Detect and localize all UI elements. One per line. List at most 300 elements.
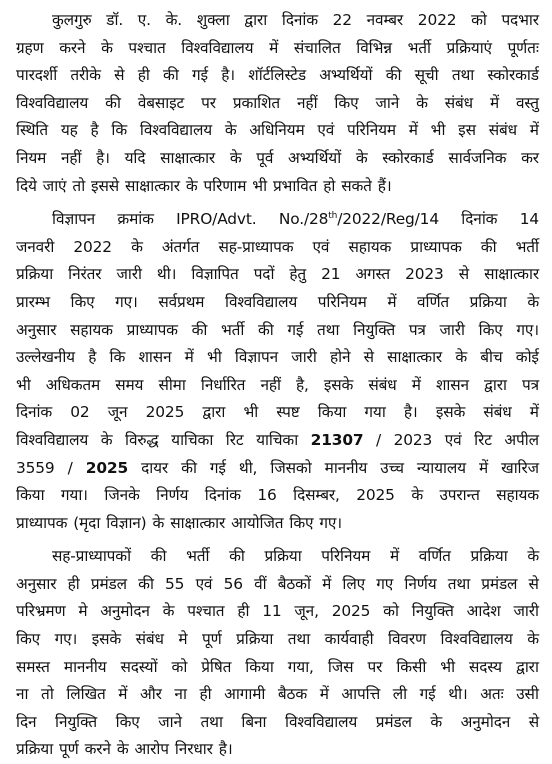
word: पूर्व — [256, 148, 274, 167]
word: में — [322, 574, 332, 593]
word: नहीं — [60, 148, 82, 167]
word: आपत्ति — [341, 685, 381, 704]
word: 55 — [165, 574, 185, 593]
word: नियुक्ति — [353, 320, 396, 339]
word: बैठकों — [277, 574, 311, 593]
word: अनुमोदन — [100, 602, 150, 621]
word: है। — [96, 148, 110, 167]
word: के — [455, 348, 467, 367]
word: भर्ती — [186, 547, 210, 566]
word: प्रेषित — [201, 657, 232, 676]
word: परिनियम — [346, 121, 396, 140]
word: प्रक्रिया — [469, 292, 507, 311]
word: विज्ञापन — [52, 210, 96, 229]
paragraph — [16, 206, 539, 537]
word: 2025 — [85, 458, 129, 477]
word: ए. — [137, 11, 151, 29]
word: हो — [323, 176, 336, 195]
word: तथा — [447, 574, 471, 593]
word: स्पष्ट — [276, 403, 300, 422]
word: दिये — [16, 176, 37, 195]
word: गई — [209, 458, 226, 477]
word: साक्षात्कार — [124, 176, 180, 195]
text-line — [16, 372, 539, 400]
word: अनुसार — [16, 574, 57, 593]
word: जिनके — [104, 486, 140, 505]
word: थी। — [448, 685, 468, 704]
word: वर्णित — [417, 292, 450, 311]
word: में — [411, 375, 421, 394]
word: से — [363, 348, 374, 367]
word: किया — [245, 657, 274, 676]
word: परिणाम — [203, 176, 247, 195]
word: तथा — [317, 320, 340, 339]
word: गए — [376, 574, 394, 593]
word: 2023 — [393, 430, 433, 449]
text-line — [16, 598, 539, 626]
word: प्राध्यापक — [126, 320, 178, 339]
word: जिसको — [270, 458, 312, 477]
word: (मृदा — [73, 513, 101, 532]
word: विभिन्न — [356, 38, 392, 57]
word: दिसम्बर, — [293, 486, 340, 505]
word: परिभ्रमण — [16, 602, 66, 621]
word: को — [471, 11, 487, 29]
word: नहीं — [297, 93, 318, 112]
word: वेबसाइट — [137, 93, 185, 112]
word: वस्तु — [515, 93, 539, 112]
word: की — [191, 320, 208, 339]
word: के — [100, 430, 113, 449]
word: तथा — [287, 630, 311, 649]
word: किए — [70, 292, 95, 311]
word: जाने — [158, 712, 182, 731]
text-line — [16, 317, 539, 345]
word: भर्ती — [220, 320, 245, 339]
word: स्कोरकार्ड — [487, 66, 539, 85]
text-line — [16, 145, 539, 173]
word: परिनियम — [321, 547, 371, 566]
word: हेतु — [289, 265, 307, 284]
word: गया — [364, 403, 386, 422]
word: संबंध — [488, 121, 517, 140]
word: ली — [392, 685, 407, 704]
word: एवं — [312, 237, 330, 256]
word: गई — [419, 685, 436, 704]
word: की — [138, 574, 154, 593]
word: की — [163, 66, 179, 85]
word: इससे — [91, 176, 119, 195]
word: पूर्ण — [202, 630, 222, 649]
word: जारी — [439, 320, 465, 339]
text-line — [16, 344, 539, 372]
word: निर्धारित — [200, 375, 246, 394]
word: ना — [174, 685, 187, 704]
word: विश्वविद्यालय — [139, 121, 213, 140]
word: में — [269, 38, 279, 57]
word: इसके — [323, 375, 354, 394]
word: याचिका — [171, 430, 214, 449]
word: संबंध — [135, 630, 164, 649]
word: ही — [237, 602, 250, 621]
word: के — [527, 547, 539, 566]
word: प्रक्रिया — [16, 265, 54, 284]
word: 14 — [519, 210, 539, 229]
word: सहायक — [496, 486, 539, 505]
word: के — [527, 630, 539, 649]
text-line — [16, 482, 539, 510]
word: सदस्यों — [120, 657, 158, 676]
word: किसी — [396, 657, 427, 676]
text-line — [16, 510, 539, 538]
word: प्राध्यापक — [16, 513, 68, 532]
word: के — [162, 602, 175, 621]
word: निर्णय — [156, 486, 189, 505]
word: जारी — [291, 348, 317, 367]
word: लिए — [342, 574, 366, 593]
word: में — [319, 685, 329, 704]
word: पर — [367, 657, 383, 676]
word: साक्षात्कार — [484, 265, 539, 284]
word: उच्च — [380, 458, 404, 477]
paragraph — [16, 543, 539, 764]
word: है। — [403, 403, 418, 422]
word: कर — [521, 148, 539, 167]
word: सहायक — [70, 320, 113, 339]
word: 2025 — [331, 602, 371, 621]
word: पूर्णतः — [507, 38, 539, 57]
word: और — [140, 685, 162, 704]
word: साक्षात्कार — [387, 348, 443, 367]
word: द्वारा — [516, 657, 539, 676]
word: बिना — [241, 712, 267, 731]
word: विश्वविद्यालय — [440, 630, 513, 649]
word: अनुसार — [16, 320, 57, 339]
word: प्रक्रिया — [264, 547, 302, 566]
word: किया — [317, 403, 347, 422]
word: अभ्यर्थियों — [287, 148, 342, 167]
text-line — [16, 289, 539, 317]
word: विरुद्ध — [124, 430, 159, 449]
word: को — [383, 602, 399, 621]
word: तथा — [200, 712, 223, 731]
word: अधिनियम — [249, 121, 305, 140]
word: सह-प्राध्यापकों — [52, 547, 131, 566]
word: 22 — [332, 11, 352, 29]
word: यदि — [124, 148, 146, 167]
word: तथा — [451, 66, 475, 85]
word: शॉर्टलिस्टेड — [248, 66, 306, 85]
text-line — [16, 90, 539, 118]
word: कोई — [515, 348, 539, 367]
text-line — [16, 35, 539, 63]
word: जारी — [116, 265, 142, 284]
word: ग्रहण — [16, 38, 44, 57]
word: भी — [430, 121, 446, 140]
word: स्थिति — [16, 121, 48, 140]
word: प्रक्रिया — [236, 630, 274, 649]
word: शासन — [435, 375, 469, 394]
word: के — [411, 486, 423, 505]
word: में — [408, 121, 418, 140]
word: हैं। — [377, 176, 392, 195]
word: किए — [115, 712, 140, 731]
word: अतः — [480, 685, 504, 704]
word: अभ्यर्थियों — [319, 66, 373, 85]
word: भर्ती — [407, 38, 431, 57]
word: जारी — [513, 602, 539, 621]
word: द्वारा — [484, 375, 507, 394]
word: समय — [115, 375, 144, 394]
word: प्राध्यापक — [410, 237, 462, 256]
word: के — [527, 292, 539, 311]
word: निरंतर — [68, 265, 102, 284]
word: के — [152, 513, 165, 532]
word: सहायक — [348, 237, 392, 256]
text-line — [16, 173, 539, 201]
text-line — [16, 427, 539, 455]
word: जून, — [294, 602, 319, 621]
word: नियुक्ति — [411, 602, 454, 621]
word: दिन — [16, 712, 37, 731]
word: गए। — [115, 292, 138, 311]
word: साक्षात्कार — [160, 148, 216, 167]
word: दिनांक — [461, 210, 498, 229]
word: दिनांक — [204, 486, 241, 505]
word: उल्लेखनीय — [16, 348, 75, 367]
word: पत्र — [408, 320, 426, 339]
word: निरधार — [174, 740, 213, 759]
word: प्रक्रियाएं — [446, 38, 492, 57]
word: इसके — [435, 403, 466, 422]
word: के — [229, 148, 242, 167]
text-line — [16, 681, 539, 709]
word: गई — [287, 320, 304, 339]
word: संबंध — [368, 375, 397, 394]
word: संबंध — [483, 403, 512, 422]
word: के — [224, 121, 237, 140]
word: प्रक्रिया — [470, 547, 508, 566]
word: संचालित — [293, 38, 341, 57]
word: इसके — [91, 630, 122, 649]
word: 2022 — [417, 11, 457, 29]
word: विश्वविद्यालय — [284, 712, 358, 731]
word: कि — [109, 348, 126, 367]
word: एवं — [317, 121, 335, 140]
word: में — [184, 348, 194, 367]
word: प्रक्रिया — [16, 740, 54, 759]
word: में — [529, 403, 539, 422]
word: गया, — [287, 657, 314, 676]
word: ही — [199, 685, 212, 704]
word: अनुमोदन — [460, 712, 511, 731]
word: आयोजित — [231, 513, 284, 532]
word: समस्त — [16, 657, 50, 676]
word: जून — [107, 403, 128, 422]
word: निर्णय — [404, 574, 437, 593]
word: से — [458, 265, 469, 284]
word: बीच — [480, 348, 503, 367]
word: डॉ. — [106, 11, 124, 29]
word: के — [185, 176, 198, 195]
word: उसी — [516, 685, 539, 704]
word: में — [389, 547, 400, 566]
word: गए। — [54, 630, 78, 649]
word: / — [67, 458, 73, 477]
word: होने — [329, 348, 351, 367]
word: वीं — [254, 574, 267, 593]
word: प्रमंडल — [90, 574, 127, 593]
word: की — [181, 458, 197, 477]
word: तरीके — [70, 66, 101, 85]
word: है, — [295, 375, 309, 394]
word: दिनांक — [281, 11, 318, 29]
word: पश्चात — [128, 38, 166, 57]
word: किए — [289, 513, 314, 532]
text-line — [16, 62, 539, 90]
word: यह — [60, 121, 78, 140]
word: आदेश — [466, 602, 501, 621]
word: पारदर्शी — [16, 66, 58, 85]
word: में — [529, 121, 539, 140]
text-line — [16, 654, 539, 682]
word: 2025 — [356, 486, 395, 505]
word: प्रारम्भ — [16, 292, 50, 311]
word: थी, — [238, 458, 258, 477]
word: कि — [111, 121, 127, 140]
word: गया। — [60, 486, 88, 505]
word: भी — [16, 375, 31, 394]
word: 2023 — [405, 265, 444, 284]
word: 11 — [262, 602, 282, 621]
word: 56 — [223, 574, 243, 593]
word: में — [387, 292, 397, 311]
word: सदस्य — [469, 657, 502, 676]
word: आगामी — [224, 685, 266, 704]
word: भी — [207, 348, 222, 367]
word: शासन — [138, 348, 172, 367]
word: शुक्ला — [196, 11, 230, 29]
text-line — [16, 234, 539, 262]
word: ही — [67, 574, 80, 593]
text-line — [16, 261, 539, 289]
word: सकते — [341, 176, 372, 195]
word: अगस्त — [355, 265, 391, 284]
word: विज्ञापित — [191, 265, 239, 284]
word: की — [385, 66, 402, 85]
text-line — [16, 709, 539, 737]
word: प्रमंडल — [375, 712, 412, 731]
word: में — [118, 685, 128, 704]
word: रिट — [225, 430, 244, 449]
word: 21307 — [310, 430, 364, 449]
word: की — [480, 237, 497, 256]
word: 02 — [70, 403, 90, 422]
word: के — [131, 237, 143, 256]
word: जाने — [375, 93, 400, 112]
word: पर — [201, 93, 216, 112]
text-line — [16, 626, 539, 654]
word: नवम्बर — [366, 11, 404, 29]
word: द्वारा — [202, 403, 226, 422]
text-line — [16, 399, 539, 427]
word: कार्यवाही — [324, 630, 374, 649]
word: के — [430, 712, 443, 731]
word: मे — [178, 630, 188, 649]
word: किया — [16, 486, 45, 505]
word: करने — [84, 740, 111, 759]
word: / — [376, 430, 382, 449]
word: न्यायालय — [416, 458, 466, 477]
word: थी। — [156, 265, 177, 284]
word: 21 — [321, 265, 341, 284]
word: के — [116, 740, 129, 759]
word: से — [528, 574, 539, 593]
word: है। — [221, 66, 235, 85]
text-line — [16, 543, 539, 571]
word: जिस — [327, 657, 354, 676]
word: जाएं — [42, 176, 67, 195]
word: ना — [16, 685, 29, 704]
word: विश्वविद्यालय — [16, 93, 89, 112]
word: उपरान्त — [439, 486, 480, 505]
word: ही — [137, 66, 150, 85]
text-line — [16, 117, 539, 145]
word: किए — [334, 93, 359, 112]
word: है — [88, 348, 97, 367]
word: पूर्ण — [59, 740, 79, 759]
word: आरोप — [134, 740, 169, 759]
word: पदभार — [501, 11, 539, 29]
word: के — [101, 38, 113, 57]
word: याचिका — [256, 430, 299, 449]
text-line — [16, 7, 539, 35]
word: बैठक — [277, 685, 308, 704]
word: 2022 — [73, 237, 112, 256]
word: एवं — [195, 574, 213, 593]
word: नियुक्ति — [55, 712, 98, 731]
text-line — [16, 206, 539, 234]
word: की — [150, 547, 167, 566]
word: विवरण — [388, 630, 426, 649]
word: प्रमंडल — [481, 574, 518, 593]
word: कुलगुरु — [52, 11, 92, 29]
word: है। — [218, 740, 233, 759]
word: गई — [192, 66, 208, 85]
word: प्रभावित — [272, 176, 318, 195]
word: वर्णित — [418, 547, 451, 566]
word: गए। — [319, 513, 342, 532]
word: तो — [72, 176, 86, 195]
word: जनवरी — [16, 237, 55, 256]
word: साक्षात्कार — [170, 513, 226, 532]
word: मे — [78, 602, 88, 621]
word: परिनियम — [317, 292, 367, 311]
word: स्कोरकार्ड — [382, 148, 434, 167]
word: क्रमांक — [117, 210, 154, 229]
word: तो — [41, 685, 54, 704]
word: की — [105, 93, 121, 112]
word: IPRO/Advt. — [176, 210, 257, 229]
word: दिनांक — [16, 403, 53, 422]
word: अपील — [504, 430, 539, 449]
word: सार्वजनिक — [448, 148, 507, 167]
word: के — [355, 148, 368, 167]
word: के. — [165, 11, 183, 29]
word: करने — [59, 38, 86, 57]
word: 3559 — [16, 458, 55, 477]
word: सर्वप्रथम — [158, 292, 205, 311]
